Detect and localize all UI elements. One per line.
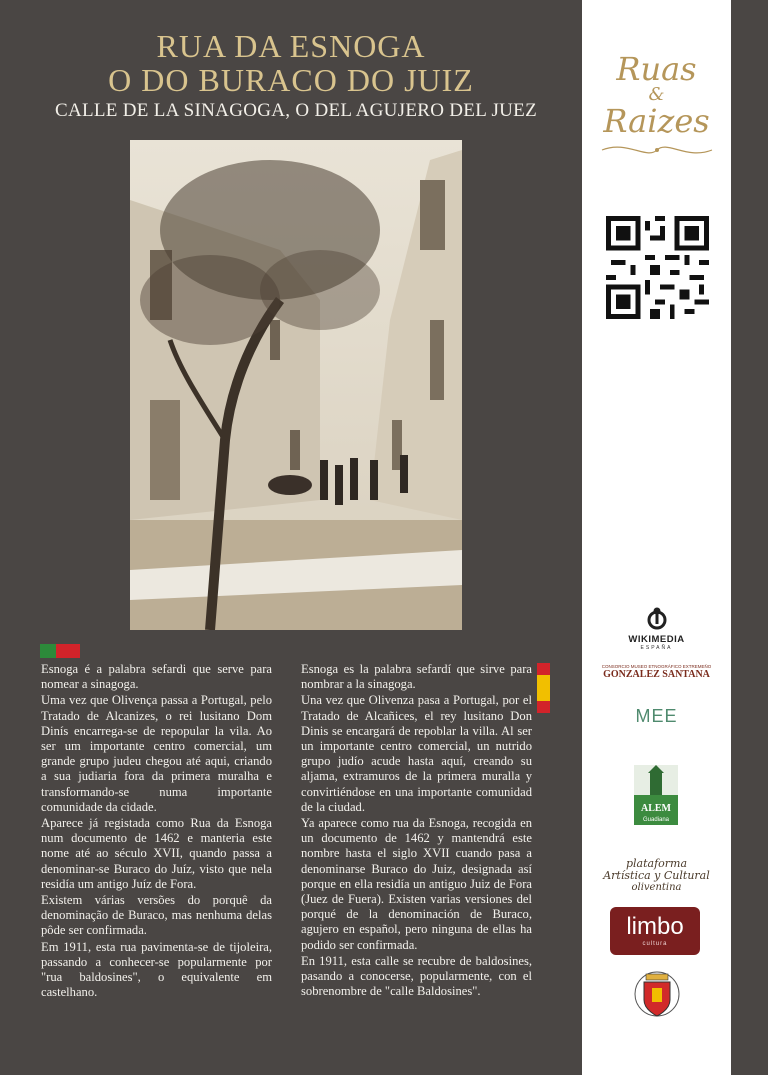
wikimedia-icon [645, 606, 669, 630]
pt-paragraph: Aparece já registada como Rua da Esnoga num documento de 1462 e manteria este nome até ao século XVII, quando passa a denominar-se Buraco do Juíz, visto que nela residía um antigo Juíz de Fora. [41, 816, 272, 891]
plat-line-2: Artística y Cultural [603, 869, 710, 882]
brand-word-2: Raizes [603, 102, 710, 140]
gs-small-text: CONSORCIO MUSEO ETNOGRÁFICO EXTREMEÑO [601, 664, 712, 669]
municipal-crest-icon [632, 968, 682, 1028]
es-paragraph: En 1911, esta calle se recubre de baldosines, pasando a conocerse, popularmente, con el sobrenombre de "calle Baldosines". [301, 953, 532, 999]
right-margin [731, 0, 768, 1075]
gonzalez-santana-logo [582, 664, 731, 680]
gs-name: GONZALEZ SANTANA [603, 669, 710, 680]
wikimedia-sub: ESPAÑA [640, 645, 673, 651]
pt-paragraph: Em 1911, esta rua pavimenta-se de tijoleira, passando a conhecer-se popularmente por "rua baldosines", o equivalente em castelhano. [41, 939, 272, 1000]
subtitle: CALLE DE LA SINAGOGA, O DEL AGUJERO DEL JUEZ [54, 100, 537, 121]
wikimedia-logo [582, 606, 731, 651]
pt-paragraph: Existem várias versões do porquê da denominação de Buraco, mas nenhuma delas pôde ser confirmada. [41, 893, 272, 938]
ornament-icon [597, 138, 717, 162]
limbo-logo [610, 907, 700, 955]
church-icon [634, 765, 678, 795]
title-line-1: RUA DA ESNOGA [156, 28, 426, 64]
photo-illustration [130, 140, 462, 630]
es-paragraph: Una vez que Olivenza pasa a Portugal, por el Tratado de Alcañices, el rey lusitano Don Dinis se encargará de repoblar la villa. Al ser un importante centro comercial, un nutrido grupo judío acude hasta aquí, creando su aljama, extramuros de la primera muralla y convirtiéndose en una importante comunidad de la ciudad. [301, 693, 532, 814]
es-paragraph: Esnoga es la palabra sefardí que sirve para nombrar a la sinagoga. [301, 662, 532, 692]
rmee-logo [582, 706, 731, 727]
plat-line-1: plataforma [625, 857, 688, 870]
title-line-2: O DO BURACO DO JUIZ [108, 62, 474, 98]
alem-label: ALEM [641, 803, 671, 814]
spain-flag-icon [537, 663, 550, 713]
limbo-label: limbo [626, 913, 684, 940]
es-paragraph: Ya aparece como rua da Esnoga, recogida en un documento de 1462 y mantendrá este nombre hasta el siglo XVII cuando pasa a denominarse Buraco do Juiz, designada así porque en ella residía un antiguo Juiz de Fora (Juez de Fuera). Existen varias versiones del porqué de la denominación de Buraco, agujero en español, pero ninguna de ellas ha podido ser confirmada. [301, 816, 532, 952]
plataforma-logo [582, 858, 731, 893]
portugal-flag-icon [40, 644, 80, 658]
limbo-sub: cultura [642, 941, 668, 947]
alem-sub: Guadiana [642, 817, 670, 823]
historic-street-photo [130, 140, 462, 630]
ruas-raizes-logo [582, 52, 731, 166]
alem-guadiana-logo [634, 765, 678, 825]
plat-line-3: oliventina [631, 882, 682, 893]
pt-paragraph: Esnoga é a palabra sefardi que serve para nomear a sinagoga. [41, 662, 272, 692]
text-portuguese [41, 662, 272, 1001]
brand-word-1: Ruas [616, 50, 697, 88]
brand-ampersand: & [648, 84, 665, 105]
pt-paragraph: Uma vez que Olivença passa a Portugal, pelo Tratado de Alcanizes, o rei lusitano Dom Dinís encarrega-se de repopular la vila. Ao ser um importante centro comercial, um grande grupo judeu chegou até aqui, criando a sua judiaria fora da primera muralha e transformando-se numa importante comunidade da cidade. [41, 693, 272, 814]
qr-code-icon[interactable] [606, 216, 709, 319]
wikimedia-label: WIKIMEDIA [628, 634, 685, 645]
rmee-label: MEE [635, 706, 678, 726]
sponsor-sidebar [582, 0, 731, 1075]
text-spanish [301, 662, 532, 1000]
